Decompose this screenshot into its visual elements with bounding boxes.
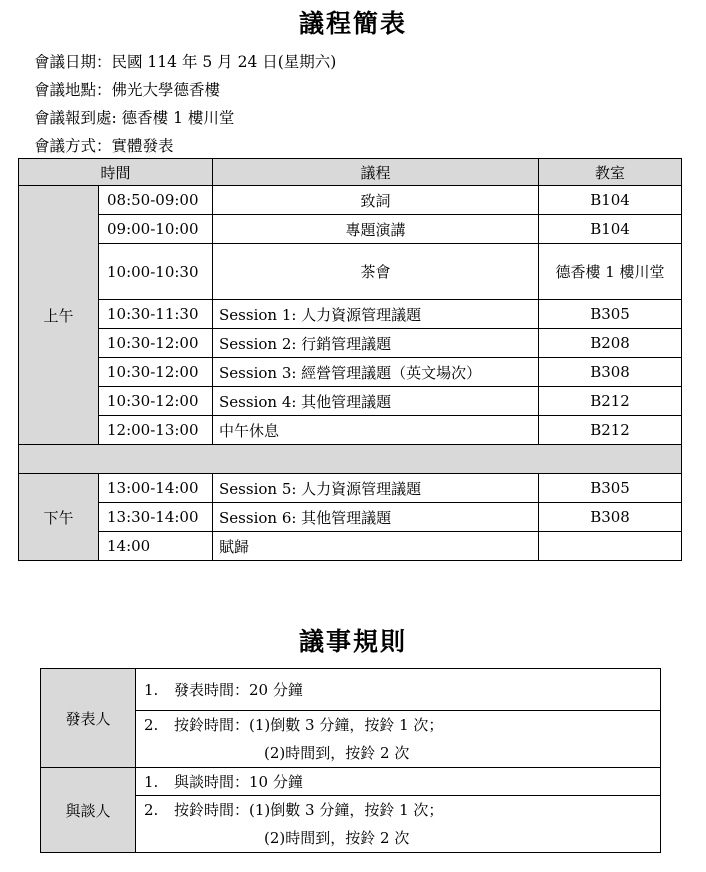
agenda-title: 議程簡表 — [298, 9, 407, 38]
section-divider-row — [19, 445, 682, 474]
rule-item-text: 按鈴時間：(1)倒數 3 分鐘，按鈴 1 次； — [174, 716, 444, 734]
rule-item — [136, 796, 661, 853]
meeting-format: 會議方式：實體發表 — [34, 137, 174, 155]
rule-role-presenter: 發表人 — [41, 669, 136, 768]
table-row — [19, 503, 682, 532]
row-time: 13:00-14:00 — [99, 474, 213, 503]
rule-item-text: 與談時間：10 分鐘 — [174, 773, 303, 791]
row-room: 德香樓 1 樓川堂 — [539, 244, 682, 300]
table-row — [19, 474, 682, 503]
row-time: 12:00-13:00 — [99, 416, 213, 445]
rule-row — [41, 768, 661, 796]
row-room: B308 — [539, 503, 682, 532]
table-row — [19, 300, 682, 329]
row-time: 09:00-10:00 — [99, 215, 213, 244]
row-room: B104 — [539, 215, 682, 244]
rules-title: 議事規則 — [298, 627, 407, 656]
table-row — [19, 416, 682, 445]
row-agenda: 中午休息 — [213, 416, 539, 445]
rule-row — [41, 669, 661, 711]
rule-item-text: 按鈴時間：(1)倒數 3 分鐘，按鈴 1 次； — [174, 801, 444, 819]
rule-item-number: 2. — [144, 801, 159, 819]
rule-item-number: 1. — [144, 773, 159, 791]
header-agenda: 議程 — [213, 159, 539, 186]
row-room: B212 — [539, 416, 682, 445]
rule-item-number: 2. — [144, 716, 159, 734]
meeting-checkin: 會議報到處: 德香樓 1 樓川堂 — [34, 109, 235, 127]
row-room: B104 — [539, 186, 682, 215]
row-room: B308 — [539, 358, 682, 387]
row-agenda: Session 4: 其他管理議題 — [213, 387, 539, 416]
table-row — [19, 244, 682, 300]
rules-table — [40, 668, 661, 853]
rule-item-subtext: (2)時間到，按鈴 2 次 — [264, 829, 410, 847]
row-agenda: Session 6: 其他管理議題 — [213, 503, 539, 532]
row-agenda: Session 2: 行銷管理議題 — [213, 329, 539, 358]
row-room: B305 — [539, 300, 682, 329]
morning-label: 上午 — [19, 186, 99, 445]
row-room: B208 — [539, 329, 682, 358]
header-room: 教室 — [539, 159, 682, 186]
rule-item — [136, 711, 661, 768]
rule-item — [136, 768, 661, 796]
section-divider — [19, 445, 682, 474]
row-agenda: 茶會 — [213, 244, 539, 300]
row-agenda: Session 1: 人力資源管理議題 — [213, 300, 539, 329]
table-row — [19, 532, 682, 561]
schedule-header-row — [19, 159, 682, 186]
table-row — [19, 215, 682, 244]
row-agenda: 專題演講 — [213, 215, 539, 244]
meeting-date: 會議日期：民國 114 年 5 月 24 日(星期六) — [34, 53, 337, 71]
row-agenda: 賦歸 — [213, 532, 539, 561]
row-time: 10:30-11:30 — [99, 300, 213, 329]
row-room — [539, 532, 682, 561]
rule-item — [136, 669, 661, 711]
row-time: 14:00 — [99, 532, 213, 561]
table-row — [19, 329, 682, 358]
header-time: 時間 — [19, 159, 213, 186]
row-time: 10:30-12:00 — [99, 358, 213, 387]
rule-item-number: 1. — [144, 681, 159, 699]
row-agenda: Session 3: 經營管理議題（英文場次） — [213, 358, 539, 387]
table-row — [19, 387, 682, 416]
rule-item-subtext: (2)時間到，按鈴 2 次 — [264, 744, 410, 762]
row-time: 13:30-14:00 — [99, 503, 213, 532]
rule-role-discussant: 與談人 — [41, 768, 136, 853]
row-room: B305 — [539, 474, 682, 503]
row-time: 10:30-12:00 — [99, 387, 213, 416]
rule-item-text: 發表時間：20 分鐘 — [174, 681, 303, 699]
row-agenda: Session 5: 人力資源管理議題 — [213, 474, 539, 503]
meeting-info — [34, 48, 336, 160]
meeting-location: 會議地點：佛光大學德香樓 — [34, 81, 221, 99]
schedule-table — [18, 158, 682, 561]
row-room: B212 — [539, 387, 682, 416]
table-row — [19, 186, 682, 215]
table-row — [19, 358, 682, 387]
afternoon-label: 下午 — [19, 474, 99, 561]
row-agenda: 致詞 — [213, 186, 539, 215]
row-time: 10:30-12:00 — [99, 329, 213, 358]
row-time: 08:50-09:00 — [99, 186, 213, 215]
row-time: 10:00-10:30 — [99, 244, 213, 300]
